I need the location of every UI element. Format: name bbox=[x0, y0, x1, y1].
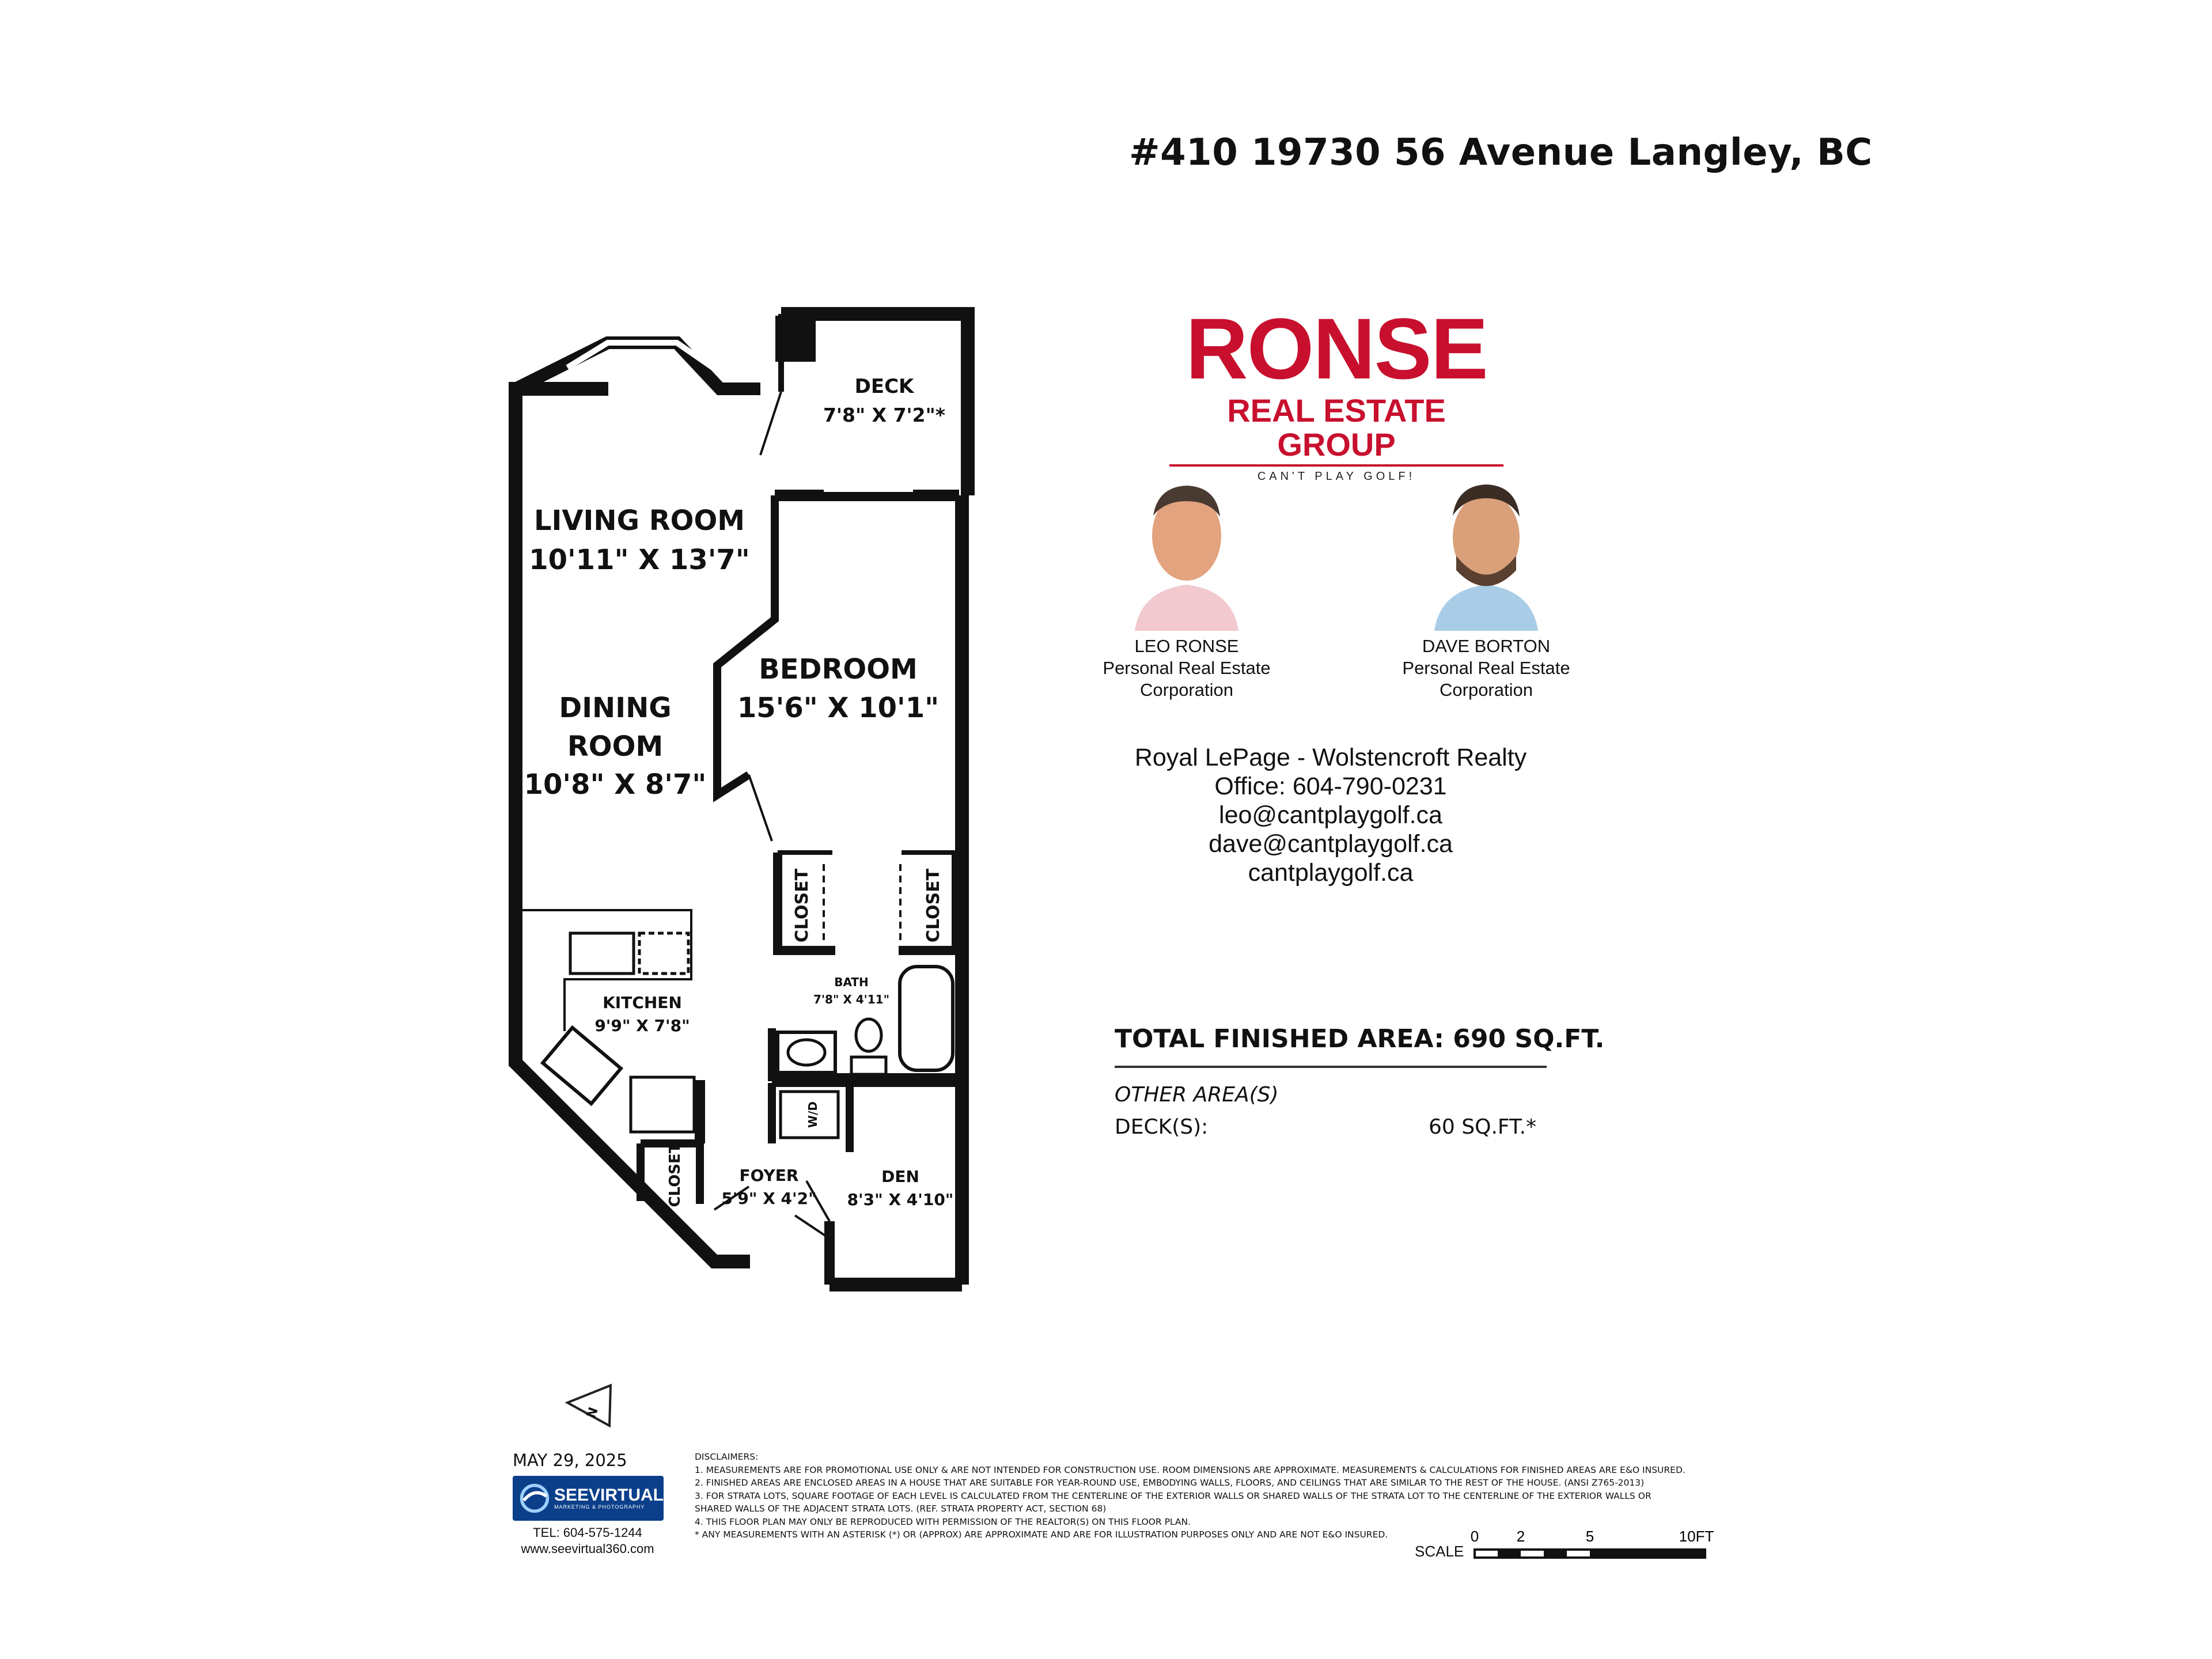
scale-tick-0: 0 bbox=[1470, 1528, 1479, 1545]
disclaimer-line: SHARED WALLS OF THE ADJACENT STRATA LOTS. (REF. STRATA PROPERTY ACT, SECTION 68) bbox=[695, 1503, 1107, 1514]
foyer-dims: 5'9" X 4'2" bbox=[721, 1189, 817, 1208]
deck-label: DECK bbox=[854, 375, 914, 398]
living-room-label: LIVING ROOM bbox=[533, 505, 745, 537]
agent-name: LEO RONSE bbox=[1134, 636, 1239, 656]
agent-title: Personal Real Estate Corporation bbox=[1103, 658, 1271, 700]
contact-block bbox=[1129, 743, 1532, 887]
scale-tick-2: 2 bbox=[1516, 1528, 1525, 1545]
kitchen-label: KITCHEN bbox=[603, 993, 682, 1012]
scale-tick-10: 10FT bbox=[1679, 1528, 1714, 1545]
dining-room-label: DINING bbox=[559, 692, 672, 724]
living-room-dims: 10'11" X 13'7" bbox=[529, 544, 750, 576]
disclaimer-line: 1. MEASUREMENTS ARE FOR PROMOTIONAL USE ONLY & ARE NOT INTENDED FOR CONSTRUCTION USE. ROOM DIMENSIONS ARE APPROXIMATE. MEASUREMENTS & CALCULATIONS FOR FINISHED AREAS ARE E&O INSURED. bbox=[695, 1464, 1685, 1475]
logo-subtitle: REAL ESTATE GROUP bbox=[1227, 392, 1446, 463]
kitchen-dims: 9'9" X 7'8" bbox=[594, 1016, 690, 1035]
agent-card-dave bbox=[1394, 469, 1578, 701]
bath-label: BATH bbox=[834, 975, 869, 989]
deck-area-value: 60 SQ.FT.* bbox=[1429, 1115, 1537, 1139]
office-phone: Office: 604-790-0231 bbox=[1214, 772, 1447, 800]
brokerage-name: Royal LePage - Wolstencroft Realty bbox=[1134, 744, 1527, 771]
north-arrow bbox=[567, 1385, 611, 1426]
agent-name: DAVE BORTON bbox=[1422, 636, 1551, 656]
disclaimer-line: 2. FINISHED AREAS ARE ENCLOSED AREAS IN A HOUSE THAT ARE SUITABLE FOR YEAR-ROUND USE, EMBODYING WALLS, FLOORS, AND CEILINGS THAT ARE SIMILAR TO THE REST OF THE HOUSE. (ANSI Z765-2013) bbox=[695, 1478, 1645, 1488]
den-label: DEN bbox=[881, 1167, 919, 1186]
ronse-logo bbox=[1164, 300, 1509, 483]
scale-label: SCALE bbox=[1415, 1543, 1464, 1560]
deck-dims: 7'8" X 7'2"* bbox=[823, 404, 946, 426]
bedroom-label: BEDROOM bbox=[759, 653, 918, 685]
deck-area-label: DECK(S): bbox=[1115, 1115, 1209, 1139]
disclaimer-line: * ANY MEASUREMENTS WITH AN ASTERISK (*) OR (APPROX) ARE APPROXIMATE AND ARE FOR ILLUSTRATION PURPOSES ONLY AND ARE NOT E&O INSURED. bbox=[695, 1529, 1388, 1540]
email-leo[interactable]: leo@cantplaygolf.ca bbox=[1219, 801, 1442, 829]
plan-date: MAY 29, 2025 bbox=[513, 1450, 627, 1470]
foyer-closet-label: CLOSET bbox=[666, 1143, 684, 1207]
bath-dims: 7'8" X 4'11" bbox=[813, 993, 890, 1006]
agent-card-leo bbox=[1094, 469, 1279, 701]
logo-wordmark: RONSE bbox=[1185, 300, 1487, 397]
seevirtual-tagline: MARKETING & PHOTOGRAPHY bbox=[554, 1504, 645, 1510]
den-wall bbox=[850, 1083, 956, 1152]
property-address: #410 19730 56 Avenue Langley, BC bbox=[1129, 131, 1873, 174]
website-link[interactable]: cantplaygolf.ca bbox=[1248, 859, 1414, 887]
scale-tick-5: 5 bbox=[1585, 1528, 1594, 1545]
seevirtual-website[interactable]: www.seevirtual360.com bbox=[521, 1541, 654, 1556]
seevirtual-swirl-icon bbox=[518, 1481, 551, 1516]
agent-photo-dave bbox=[1423, 469, 1550, 631]
email-dave[interactable]: dave@cantplaygolf.ca bbox=[1209, 830, 1453, 858]
disclaimers bbox=[695, 1450, 1697, 1541]
disclaimer-line: 4. THIS FLOOR PLAN MAY ONLY BE REPRODUCED WITH PERMISSION OF THE REALTOR(S) ON THIS FLOOR PLAN. bbox=[695, 1516, 1191, 1527]
washer-dryer-label: W/D bbox=[806, 1101, 820, 1128]
logo-rule bbox=[1169, 464, 1503, 467]
disclaimer-line: 3. FOR STRATA LOTS, SQUARE FOOTAGE OF EACH LEVEL IS CALCULATED FROM THE CENTERLINE OF THE EXTERIOR WALLS OR SHARED WALLS OF THE STRATA LOT TO THE CENTERLINE OF THE EXTERIOR WALLS OR bbox=[695, 1490, 1652, 1501]
agent-title: Personal Real Estate Corporation bbox=[1402, 658, 1570, 700]
closet-label-east: CLOSET bbox=[923, 868, 944, 943]
den-dims: 8'3" X 4'10" bbox=[847, 1190, 954, 1209]
area-divider bbox=[1115, 1066, 1547, 1068]
kitchen-counter bbox=[516, 910, 691, 1031]
seevirtual-logo bbox=[513, 1476, 664, 1521]
scale-bar bbox=[1475, 1550, 1705, 1558]
dining-room-label-2: ROOM bbox=[567, 730, 664, 763]
seevirtual-phone: TEL: 604-575-1244 bbox=[533, 1525, 642, 1540]
total-finished-area: TOTAL FINISHED AREA: 690 SQ.FT. bbox=[1115, 1024, 1605, 1054]
agent-photo-leo bbox=[1123, 469, 1250, 631]
other-areas-title: OTHER AREA(S) bbox=[1115, 1083, 1279, 1107]
foyer-label: FOYER bbox=[739, 1166, 799, 1185]
north-label: N bbox=[584, 1405, 601, 1421]
dining-room-dims: 10'8" X 8'7" bbox=[524, 768, 707, 801]
bedroom-dims: 15'6" X 10'1" bbox=[737, 692, 940, 724]
disclaimer-title: DISCLAIMERS: bbox=[695, 1452, 759, 1462]
logo-tagline: CAN'T PLAY GOLF! bbox=[1257, 469, 1416, 483]
closet-label-west: CLOSET bbox=[792, 868, 812, 943]
bedroom-wall bbox=[717, 495, 775, 795]
seevirtual-name: SEEVIRTUAL bbox=[554, 1486, 664, 1505]
